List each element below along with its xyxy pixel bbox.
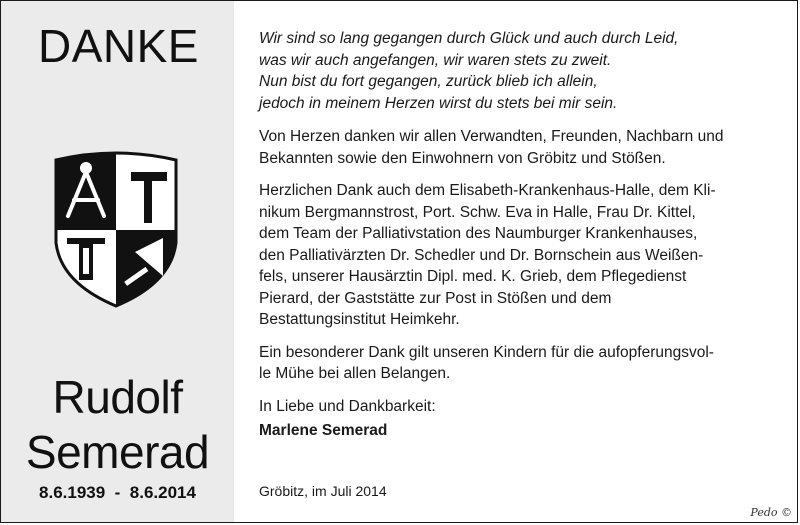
thanks-paragraph-3 — [259, 342, 779, 385]
danke-heading: DANKE — [38, 20, 199, 72]
text-line: nikum Bergmannstrost, Port. Schw. Eva in Halle, Frau Dr. Kittel, — [259, 203, 696, 221]
text-line: Bestattungsinstitut Heimkehr. — [259, 311, 460, 328]
text-line: den Palliativärzten Dr. Schedler und Dr. Bornschein aus Weißen- — [259, 246, 704, 264]
text-line: Von Herzen danken wir allen Verwandten, Freunden, Nachbarn und — [259, 128, 724, 145]
poem-line: Wir sind so lang gegangen durch Glück und auch durch Leid, — [259, 30, 679, 47]
text-line: Bekannten sowie den Einwohnern von Gröbitz und Stößen. — [259, 149, 666, 167]
poem-line: Nun bist du fort gegangen, zurück blieb ich allein, — [259, 73, 598, 90]
signature: Marlene Semerad — [259, 422, 388, 439]
text-line: Herzlichen Dank auch dem Elisabeth-Krankenhaus-Halle, dem Kli- — [259, 182, 716, 199]
text-line: fels, unserer Hausärztin Dipl. med. K. Grieb, dem Pflegedienst — [259, 268, 687, 285]
left-panel — [1, 1, 234, 522]
copyright-mark: Pedo © — [750, 506, 792, 519]
text-column — [259, 28, 779, 442]
text-line: le Mühe bei allen Belangen. — [259, 365, 451, 382]
life-dates: 8.6.1939 - 8.6.2014 — [39, 483, 196, 502]
poem — [259, 28, 779, 114]
text-line: Ein besonderer Dank gilt unseren Kindern für die aufopferungsvol- — [259, 343, 714, 361]
text-line: Pierard, der Gaststätte zur Post in Stößen und dem — [259, 289, 612, 307]
text-line: dem Team der Palliativstation des Naumburger Krankenhauses, — [259, 225, 698, 242]
poem-line: jedoch in meinem Herzen wirst du stets bei mir sein. — [259, 94, 618, 112]
place-date: Gröbitz, im Juli 2014 — [259, 483, 387, 499]
thanks-paragraph-1 — [259, 126, 779, 169]
first-name: Rudolf — [52, 371, 183, 423]
thanks-paragraph-2 — [259, 180, 779, 331]
shield-crest-icon — [51, 148, 181, 308]
closing-line: In Liebe und Dankbarkeit: — [259, 397, 436, 415]
last-name: Semerad — [25, 426, 210, 478]
poem-line: was wir auch angefangen, wir waren stets zu zweit. — [259, 51, 612, 69]
